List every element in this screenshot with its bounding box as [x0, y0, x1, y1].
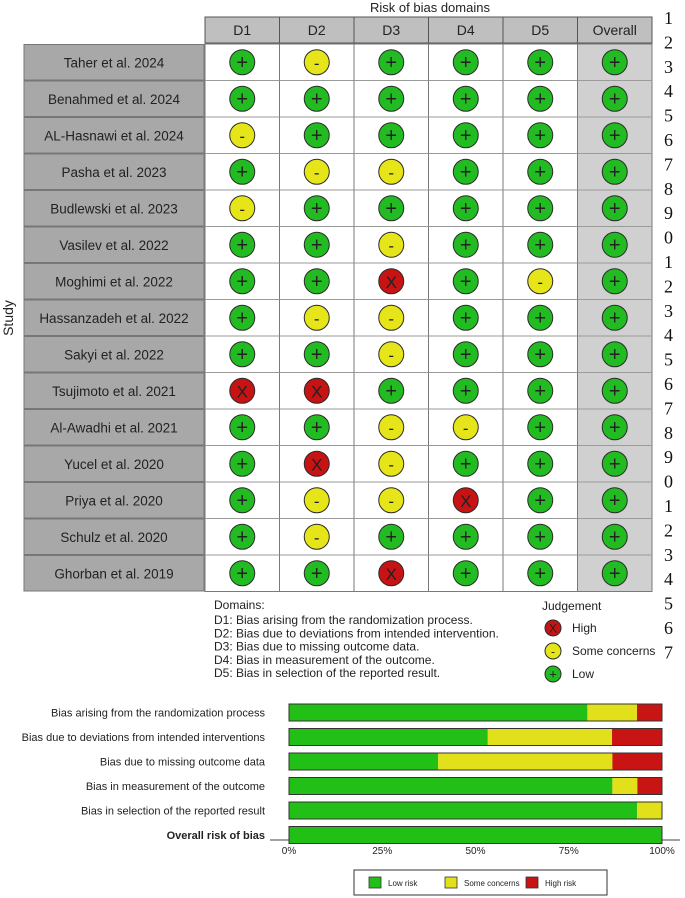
judgement-symbol: + [310, 270, 323, 293]
judgement-symbol: - [462, 418, 469, 438]
judgement-symbol: + [236, 453, 249, 476]
judgement-symbol: + [534, 234, 547, 257]
bar-segment-some-concerns-bias-in-selection-of-the-reported-result [637, 802, 662, 819]
judgement-symbol: + [534, 489, 547, 512]
judgement-symbol: X [460, 491, 472, 511]
side-number: 7 [664, 154, 673, 175]
judgement-symbol: - [388, 455, 395, 475]
header-label-overall: Overall [592, 22, 637, 38]
judgement-symbol: + [236, 343, 249, 366]
judgement-symbol: + [534, 88, 547, 111]
judgement-symbol: + [236, 562, 249, 585]
judgement-symbol: + [608, 51, 621, 74]
bar-category-bias-due-to-missing-outcome-data: Bias due to missing outcome data [99, 756, 265, 769]
judgement-symbol: + [385, 51, 398, 74]
side-number: 0 [664, 471, 673, 492]
side-number: 1 [664, 252, 673, 272]
judgement-symbol: + [534, 562, 547, 585]
judgement-symbol: + [459, 562, 472, 585]
judgement-symbol: - [313, 309, 320, 329]
side-number: 8 [664, 422, 673, 443]
judgement-symbol: + [459, 307, 472, 330]
judgement-symbol: + [459, 161, 472, 184]
study-label-benahmed-et-al-2024: Benahmed et al. 2024 [47, 91, 181, 107]
bar-segment-high-risk-bias-due-to-deviations-from-intended-interventions [612, 729, 662, 746]
side-number: 5 [664, 593, 673, 614]
summary-tick-label: 100% [649, 846, 675, 857]
summary-bars [22, 704, 663, 844]
legend-marker-symbol: X [548, 621, 558, 636]
side-number: 5 [664, 349, 673, 370]
judgement-symbol: - [313, 163, 320, 183]
study-label-schulz-et-al-2020: Schulz et al. 2020 [60, 529, 168, 545]
judgement-symbol: + [534, 307, 547, 330]
judgement-symbol: + [310, 562, 323, 585]
bar-segment-high-risk-bias-due-to-missing-outcome-data [612, 753, 662, 770]
side-number: 5 [664, 105, 673, 126]
bar-category-bias-in-measurement-of-the-outcome: Bias in measurement of the outcome [85, 781, 265, 793]
summary-bar-chart [22, 704, 680, 895]
judgement-symbol: + [310, 234, 323, 257]
bar-category-bias-due-to-deviations-from-intended-interventions: Bias due to deviations from intended interventions [21, 732, 265, 744]
judgement-symbol: + [385, 124, 398, 147]
study-label-sakyi-et-al-2022: Sakyi et al. 2022 [64, 347, 164, 363]
judgement-symbol: + [236, 489, 249, 512]
side-number-column [664, 8, 673, 662]
study-label-moghimi-et-al-2022: Moghimi et al. 2022 [55, 274, 173, 290]
side-number: 3 [664, 544, 673, 565]
side-number: 9 [664, 447, 673, 468]
judgement-symbol: + [459, 270, 472, 293]
side-number: 9 [664, 203, 673, 224]
judgement-symbol: + [534, 161, 547, 184]
judgement-symbol: + [608, 307, 621, 330]
judgement-symbol: + [459, 197, 472, 220]
study-label-vasilev-et-al-2022: Vasilev et al. 2022 [59, 237, 169, 253]
domain-description-5: D5: Bias in selection of the reported result. [214, 666, 441, 681]
judgement-symbol: X [311, 455, 323, 475]
judgement-symbol: + [608, 489, 621, 512]
judgement-symbol: + [459, 234, 472, 257]
study-label-al-awadhi-et-al-2021: Al-Awadhi et al. 2021 [50, 420, 178, 436]
judgement-symbol: + [534, 343, 547, 366]
side-number: 2 [664, 520, 673, 541]
judgement-symbol: + [608, 270, 621, 293]
summary-tick-label: 0% [281, 846, 297, 857]
judgement-symbol: + [459, 526, 472, 549]
study-label-priya-et-al-2020: Priya et al. 2020 [65, 493, 163, 509]
judgement-symbol: + [608, 416, 621, 439]
judgement-symbol: + [534, 124, 547, 147]
study-label-al-hasnawi-et-al-2024: AL-Hasnawi et al. 2024 [44, 128, 184, 144]
judgement-symbol: + [385, 197, 398, 220]
domains-heading: Domains: [214, 598, 265, 612]
study-label-taher-et-al-2024: Taher et al. 2024 [63, 55, 165, 71]
judgement-symbol: + [608, 234, 621, 257]
bar-category-bias-arising-from-the-randomization-process: Bias arising from the randomization process [51, 707, 265, 720]
legend-marker-symbol: - [551, 644, 555, 659]
judgement-symbol: - [388, 345, 395, 365]
judgement-symbol: + [608, 526, 621, 549]
side-number: 8 [664, 178, 673, 199]
side-number: 1 [664, 496, 673, 516]
judgement-symbol: + [310, 197, 323, 220]
side-number: 6 [664, 618, 673, 638]
summary-tick-label: 25% [372, 846, 393, 857]
header-label-d4: D4 [456, 22, 475, 38]
header-label-d1: D1 [233, 22, 252, 38]
judgement-symbol: + [236, 161, 249, 184]
summary-legend-label-low-risk: Low risk [388, 879, 418, 888]
judgement-symbol: + [534, 526, 547, 549]
side-number: 2 [664, 32, 673, 53]
summary-legend [354, 870, 607, 895]
study-labels [24, 45, 204, 592]
judgement-symbol: + [310, 88, 323, 111]
judgement-symbol: + [236, 526, 249, 549]
judgement-legend [542, 599, 655, 682]
judgement-symbol: - [313, 491, 320, 511]
judgement-symbol: - [388, 163, 395, 183]
judgement-symbol: + [608, 343, 621, 366]
judgement-symbol: + [310, 343, 323, 366]
judgement-symbol: + [310, 124, 323, 147]
summary-legend-swatch-low-risk [369, 877, 381, 888]
legend-label-low: Low [572, 667, 595, 681]
summary-legend-label-high-risk: High risk [545, 879, 577, 888]
domain-description-1: D1: Bias arising from the randomization process. [214, 613, 473, 627]
judgement-symbol: + [310, 416, 323, 439]
judgement-symbol: + [236, 307, 249, 330]
side-number: 4 [664, 81, 673, 102]
judgement-symbol: - [313, 528, 320, 548]
judgement-symbol: - [239, 199, 246, 219]
judgement-symbol: + [459, 453, 472, 476]
summary-legend-label-some-concerns: Some concerns [464, 879, 520, 888]
bar-segment-low-risk-bias-due-to-deviations-from-intended-interventions [289, 729, 488, 746]
judgement-symbol: + [608, 124, 621, 147]
side-number: 3 [664, 300, 673, 321]
judgement-symbol: + [534, 416, 547, 439]
legend-title: Judgement [542, 599, 602, 613]
bar-category-bias-in-selection-of-the-reported-result: Bias in selection of the reported result [80, 805, 265, 818]
side-number: 0 [664, 227, 673, 248]
bar-segment-some-concerns-bias-arising-from-the-randomization-process [587, 704, 637, 721]
judgement-symbol: + [534, 197, 547, 220]
traffic-light-cells [205, 44, 652, 592]
study-label-yucel-et-al-2020: Yucel et al. 2020 [64, 456, 164, 472]
bar-segment-low-risk-overall-risk-of-bias [289, 827, 662, 844]
judgement-symbol: + [459, 88, 472, 111]
bar-segment-low-risk-bias-in-measurement-of-the-outcome [289, 778, 612, 795]
legend-label-high: High [572, 621, 597, 635]
bar-segment-low-risk-bias-arising-from-the-randomization-process [289, 704, 587, 721]
judgement-symbol: + [236, 88, 249, 111]
bar-segment-high-risk-bias-in-measurement-of-the-outcome [637, 778, 662, 795]
side-number: 7 [664, 642, 673, 663]
judgement-symbol: + [608, 197, 621, 220]
header-label-d5: D5 [531, 22, 550, 38]
summary-legend-swatch-high-risk [526, 877, 538, 888]
domain-descriptions [214, 598, 499, 680]
judgement-symbol: + [534, 453, 547, 476]
judgement-symbol: - [388, 418, 395, 438]
study-label-ghorban-et-al-2019: Ghorban et al. 2019 [54, 566, 174, 582]
domain-description-4: D4: Bias in measurement of the outcome. [214, 652, 435, 667]
domain-description-3: D3: Bias due to missing outcome data. [214, 639, 420, 654]
side-number: 4 [664, 569, 673, 590]
judgement-symbol: + [459, 51, 472, 74]
study-label-budlewski-et-al-2023: Budlewski et al. 2023 [50, 201, 178, 217]
judgement-symbol: + [385, 380, 398, 403]
side-number: 2 [664, 276, 673, 297]
side-number: 3 [664, 56, 673, 77]
study-label-hassanzadeh-et-al-2022: Hassanzadeh et al. 2022 [39, 310, 189, 326]
judgement-symbol: + [236, 270, 249, 293]
side-number: 1 [664, 8, 673, 28]
judgement-symbol: + [236, 416, 249, 439]
judgement-symbol: - [537, 272, 544, 292]
side-number: 4 [664, 325, 673, 346]
bar-segment-some-concerns-bias-due-to-missing-outcome-data [438, 753, 612, 770]
judgement-symbol: - [313, 53, 320, 73]
judgement-symbol: - [388, 309, 395, 329]
judgement-symbol: + [534, 380, 547, 403]
judgement-symbol: + [459, 343, 472, 366]
chart-title: Risk of bias domains [370, 0, 490, 15]
domain-headers [205, 17, 652, 43]
side-number: 6 [664, 374, 673, 394]
judgement-symbol: + [236, 234, 249, 257]
judgement-symbol: + [534, 51, 547, 74]
bar-segment-low-risk-bias-due-to-missing-outcome-data [289, 753, 438, 770]
judgement-symbol: X [385, 272, 397, 292]
judgement-symbol: X [311, 382, 323, 402]
y-axis-label: Study [0, 300, 16, 336]
judgement-symbol: X [385, 564, 397, 584]
judgement-symbol: + [459, 124, 472, 147]
bar-segment-some-concerns-bias-in-measurement-of-the-outcome [612, 778, 637, 795]
summary-legend-swatch-some-concerns [445, 877, 457, 888]
judgement-symbol: + [385, 526, 398, 549]
side-number: 6 [664, 130, 673, 150]
judgement-symbol: + [608, 161, 621, 184]
bar-category-overall-risk-of-bias: Overall risk of bias [166, 830, 265, 842]
bar-segment-some-concerns-bias-due-to-deviations-from-intended-interventions [488, 729, 612, 746]
judgement-symbol: + [608, 88, 621, 111]
header-label-d3: D3 [382, 22, 401, 38]
domain-description-2: D2: Bias due to deviations from intended intervention. [214, 626, 499, 641]
bar-segment-high-risk-bias-arising-from-the-randomization-process [637, 704, 662, 721]
study-label-tsujimoto-et-al-2021: Tsujimoto et al. 2021 [52, 383, 176, 399]
legend-marker-symbol: + [549, 666, 557, 682]
judgement-symbol: - [388, 236, 395, 256]
legend-label-some: Some concerns [572, 644, 656, 658]
judgement-symbol: + [236, 51, 249, 74]
judgement-symbol: + [459, 380, 472, 403]
judgement-symbol: - [239, 126, 246, 146]
judgement-symbol: - [388, 491, 395, 511]
judgement-symbol: + [608, 453, 621, 476]
judgement-symbol: + [608, 380, 621, 403]
study-label-pasha-et-al-2023: Pasha et al. 2023 [61, 164, 167, 180]
judgement-symbol: X [236, 382, 248, 402]
side-number: 7 [664, 398, 673, 419]
judgement-symbol: + [385, 88, 398, 111]
bar-segment-low-risk-bias-in-selection-of-the-reported-result [289, 802, 637, 819]
header-label-d2: D2 [307, 22, 326, 38]
judgement-symbol: + [608, 562, 621, 585]
summary-tick-label: 50% [465, 846, 486, 857]
summary-tick-label: 75% [558, 846, 579, 857]
